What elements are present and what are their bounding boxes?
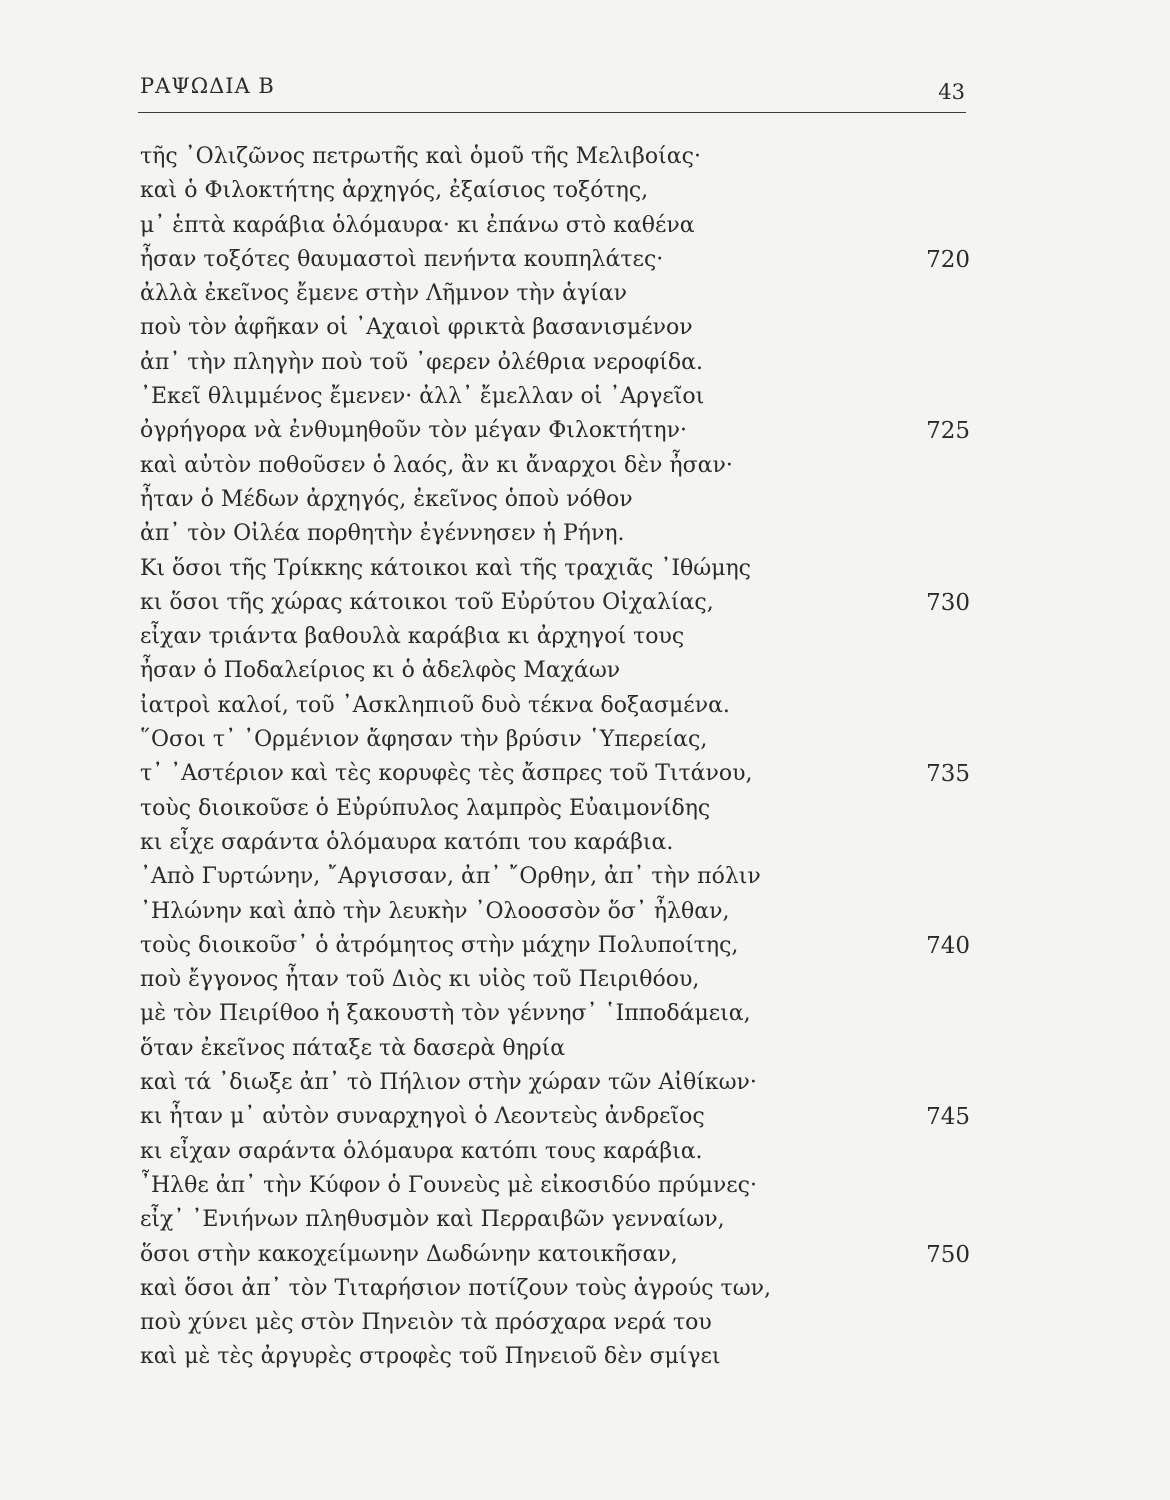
verse-line	[140, 723, 970, 757]
verse-text: ὅσοι στὴν κακοχείμωνην Δωδώνην κατοικῆσαν,	[140, 1241, 678, 1267]
verse-text: ἀπ᾿ τὸν Οἰλέα πορθητὴν ἐγέννησεν ἡ Ρήνη.	[140, 521, 625, 547]
verse-text: καὶ ὅσοι ἀπ᾿ τὸν Τιταρήσιον ποτίζουν τοὺς ἀγρούς των,	[140, 1275, 772, 1301]
verse-text: τ᾿ ᾿Αστέριον καὶ τὲς κορυφὲς τὲς ἄσπρες τοῦ Τιτάνου,	[140, 761, 753, 787]
verse-line	[140, 1203, 970, 1237]
verse-text: τῆς ᾿Ολιζῶνος πετρωτῆς καὶ ὁμοῦ τῆς Μελιβοίας·	[140, 144, 701, 169]
verse-text: ἰατροὶ καλοί, τοῦ ᾿Ασκληπιοῦ δυὸ τέκνα δοξασμένα.	[140, 692, 730, 718]
running-head-title: ΡΑΨΩΔΙΑ Β	[140, 74, 275, 98]
verse-text: ποὺ τὸν ἀφῆκαν οἱ ᾿Αχαιοὶ φρικτὰ βασανισμένον	[140, 315, 693, 341]
verse-text: καὶ τά ᾿διωξε ἀπ᾿ τὸ Πήλιον στὴν χώραν τῶν Αἰθίκων·	[140, 1070, 757, 1096]
verse-line	[140, 209, 970, 243]
verse-text: Κι ὅσοι τῆς Τρίκκης κάτοικοι καὶ τῆς τραχιᾶς ᾿Ιθώμης	[140, 555, 751, 581]
verse-line	[140, 1272, 970, 1306]
verse-line	[140, 174, 970, 208]
verse-line	[140, 243, 970, 277]
verse-text: καὶ μὲ τὲς ἀργυρὲς στροφὲς τοῦ Πηνειοῦ δὲν σμίγει	[140, 1344, 721, 1370]
verse-text: εἶχαν τριάντα βαθουλὰ καράβια κι ἀρχηγοί τους	[140, 624, 685, 650]
verse-line	[140, 414, 970, 448]
line-number: 750	[926, 1241, 970, 1268]
verse-line	[140, 311, 970, 345]
line-number: 740	[926, 932, 970, 959]
verse-text: κι εἶχαν σαράντα ὁλόμαυρα κατόπι τους καράβια.	[140, 1138, 703, 1164]
verse-text: ποὺ χύνει μὲς στὸν Πηνειὸν τὰ πρόσχαρα νερά του	[140, 1310, 712, 1336]
verse-text: ᾿Απὸ Γυρτώνην, ῎Αργισσαν, ἀπ᾿ ῎Ορθην, ἀπ᾿ τὴν πόλιν	[140, 864, 761, 890]
verse-line	[140, 689, 970, 723]
verse-line	[140, 517, 970, 551]
verse-text: ποὺ ἔγγονος ἦταν τοῦ Διὸς κι υἱὸς τοῦ Πειριθόου,	[140, 967, 700, 993]
verse-line	[140, 449, 970, 483]
verse-line	[140, 757, 970, 791]
verse-line	[140, 483, 970, 517]
header-rule	[138, 112, 966, 113]
verse-text: κι ἦταν μ᾿ αὐτὸν συναρχηγοὶ ὁ Λεοντεὺς ἀνδρεῖος	[140, 1104, 705, 1130]
verse-line	[140, 1032, 970, 1066]
verse-line	[140, 997, 970, 1031]
verse-line	[140, 552, 970, 586]
verse-line	[140, 826, 970, 860]
verse-line	[140, 860, 970, 894]
verse-line	[140, 1340, 970, 1374]
verse-text: ᾿Ηλώνην καὶ ἀπὸ τὴν λευκὴν ᾿Ολοοσσὸν ὅσ᾿ ἦλθαν,	[140, 898, 730, 924]
line-number: 745	[926, 1104, 970, 1131]
verse-line	[140, 380, 970, 414]
verse-line	[140, 895, 970, 929]
verse-line	[140, 1238, 970, 1272]
verse-line	[140, 1100, 970, 1134]
verse-list	[140, 140, 970, 1375]
line-number: 735	[926, 761, 970, 788]
verse-text: ἀλλὰ ἐκεῖνος ἔμενε στὴν Λῆμνον τὴν ἁγίαν	[140, 281, 628, 307]
verse-line	[140, 654, 970, 688]
verse-line	[140, 792, 970, 826]
verse-text: κι ὅσοι τῆς χώρας κάτοικοι τοῦ Εὐρύτου Οἰχαλίας,	[140, 589, 714, 615]
verse-line	[140, 1135, 970, 1169]
verse-line	[140, 346, 970, 380]
verse-text: τοὺς διοικοῦσε ὁ Εὐρύπυλος λαμπρὸς Εὐαιμονίδης	[140, 795, 711, 821]
verse-text: μ᾿ ἑπτὰ καράβια ὁλόμαυρα· κι ἐπάνω στὸ καθένα	[140, 212, 695, 238]
verse-line	[140, 963, 970, 997]
page-number: 43	[938, 80, 965, 104]
line-number: 730	[926, 589, 970, 616]
verse-line	[140, 1169, 970, 1203]
verse-line	[140, 929, 970, 963]
verse-line	[140, 277, 970, 311]
verse-line	[140, 1306, 970, 1340]
verse-text: ἦταν ὁ Μέδων ἀρχηγός, ἐκεῖνος ὁποὺ νόθον	[140, 486, 633, 512]
verse-text: ὀγρήγορα νὰ ἐνθυμηθοῦν τὸν μέγαν Φιλοκτήτην·	[140, 418, 687, 444]
verse-text: καὶ αὐτὸν ποθοῦσεν ὁ λαός, ἂν κι ἄναρχοι δὲν ἦσαν·	[140, 452, 733, 478]
verse-text: ἦσαν ὁ Ποδαλείριος κι ὁ ἀδελφὸς Μαχάων	[140, 658, 621, 684]
verse-text: ἦσαν τοξότες θαυμαστοὶ πενήντα κουπηλάτες·	[140, 246, 664, 272]
verse-line	[140, 620, 970, 654]
verse-line	[140, 1066, 970, 1100]
verse-text: ῞Οσοι τ᾿ ᾿Ορμένιον ἄφησαν τὴν βρύσιν ῾Υπερείας,	[140, 727, 708, 753]
line-number: 720	[926, 246, 970, 273]
verse-text: ὅταν ἐκεῖνος πάταξε τὰ δασερὰ θηρία	[140, 1035, 566, 1061]
verse-text: ῏Ηλθε ἀπ᾿ τὴν Κύφον ὁ Γουνεὺς μὲ εἰκοσιδύο πρύμνες·	[140, 1172, 757, 1198]
verse-text: κι εἶχε σαράντα ὁλόμαυρα κατόπι του καράβια.	[140, 829, 674, 855]
line-number: 725	[926, 418, 970, 445]
verse-line	[140, 586, 970, 620]
verse-text: καὶ ὁ Φιλοκτήτης ἀρχηγός, ἐξαίσιος τοξότης,	[140, 178, 649, 204]
verse-line	[140, 140, 970, 174]
verse-text: ᾿Εκεῖ θλιμμένος ἔμενεν· ἀλλ᾿ ἔμελλαν οἱ ᾿Αργεῖοι	[140, 384, 705, 410]
verse-text: τοὺς διοικοῦσ᾿ ὁ ἀτρόμητος στὴν μάχην Πολυποίτης,	[140, 932, 739, 958]
verse-text: εἶχ᾿ ᾿Ενιήνων πληθυσμὸν καὶ Περραιβῶν γενναίων,	[140, 1207, 725, 1233]
verse-text: ἀπ᾿ τὴν πληγὴν ποὺ τοῦ ᾿φερεν ὀλέθρια νεροφίδα.	[140, 349, 703, 375]
verse-text: μὲ τὸν Πειρίθοο ἡ ξακουστὴ τὸν γέννησ᾿ ῾Ιπποδάμεια,	[140, 1001, 751, 1027]
